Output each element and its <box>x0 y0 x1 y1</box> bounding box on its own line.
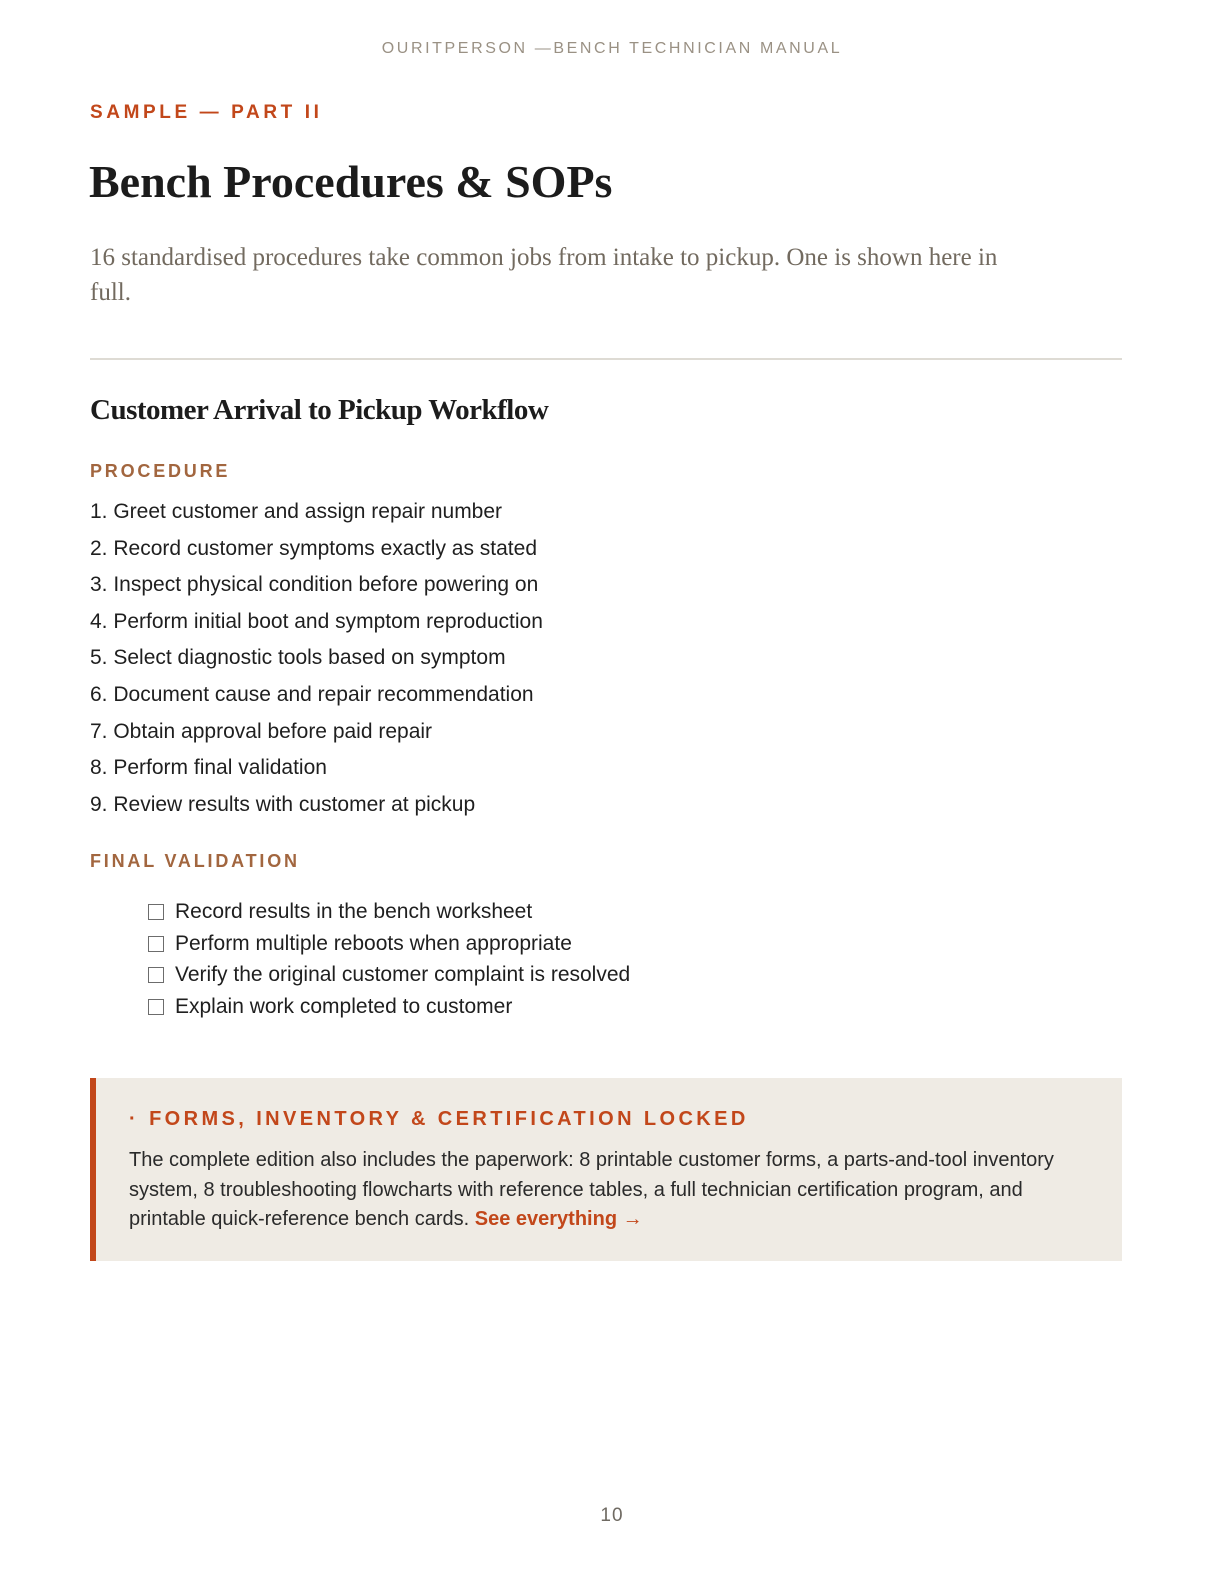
checklist-item-label: Record results in the bench worksheet <box>175 900 533 923</box>
checklist-item <box>148 928 630 960</box>
callout-body-text: The complete edition also includes the paperwork: 8 printable customer forms, a parts-and-tool inventory system, 8 troubleshooting flowcharts with reference tables, a full technician certification program, and printable quick-reference bench cards. <box>129 1149 1054 1230</box>
procedure-step: 6. Document cause and repair recommendation <box>90 682 534 706</box>
checkbox-icon[interactable] <box>148 999 164 1015</box>
checklist-item <box>148 991 630 1023</box>
see-everything-link[interactable]: See everything → <box>474 1208 643 1230</box>
procedure-label: PROCEDURE <box>90 461 231 481</box>
checkbox-icon[interactable] <box>148 904 164 920</box>
checklist-item <box>148 896 630 928</box>
section-divider <box>90 358 1122 360</box>
checklist-item-label: Explain work completed to customer <box>175 995 513 1019</box>
page-title: Bench Procedures & SOPs <box>89 156 613 207</box>
locked-content-callout <box>90 1078 1122 1261</box>
callout-heading <box>129 1108 749 1131</box>
final-validation-checklist <box>148 896 630 1023</box>
callout-body <box>129 1146 1089 1235</box>
procedure-steps <box>90 494 543 823</box>
procedure-step: 2. Record customer symptoms exactly as stated <box>90 536 537 560</box>
procedure-step: 4. Perform initial boot and symptom reproduction <box>90 609 543 633</box>
page-subtitle: 16 standardised procedures take common jobs from intake to pickup. One is shown here in full. <box>90 244 998 306</box>
checkbox-icon[interactable] <box>148 967 164 983</box>
checklist-item-label: Verify the original customer complaint is resolved <box>175 963 631 987</box>
final-validation-label: FINAL VALIDATION <box>90 851 300 871</box>
bullet-icon: · <box>129 1108 140 1130</box>
procedure-title: Customer Arrival to Pickup Workflow <box>90 394 549 426</box>
procedure-step: 5. Select diagnostic tools based on symptom <box>90 646 506 670</box>
checkbox-icon[interactable] <box>148 936 164 952</box>
procedure-step: 7. Obtain approval before paid repair <box>90 719 433 743</box>
procedure-step: 3. Inspect physical condition before powering on <box>90 573 539 597</box>
callout-heading-text: FORMS, INVENTORY & CERTIFICATION LOCKED <box>149 1108 749 1130</box>
checklist-item <box>148 959 630 991</box>
page-number: 10 <box>600 1505 624 1526</box>
procedure-step: 8. Perform final validation <box>90 756 327 780</box>
procedure-step: 1. Greet customer and assign repair number <box>90 500 503 523</box>
checklist-item-label: Perform multiple reboots when appropriate <box>175 931 572 955</box>
procedure-step: 9. Review results with customer at pickup <box>90 792 476 816</box>
section-eyebrow: SAMPLE — PART II <box>90 102 323 123</box>
running-header: OURITPERSON —BENCH TECHNICIAN MANUAL <box>381 40 843 57</box>
